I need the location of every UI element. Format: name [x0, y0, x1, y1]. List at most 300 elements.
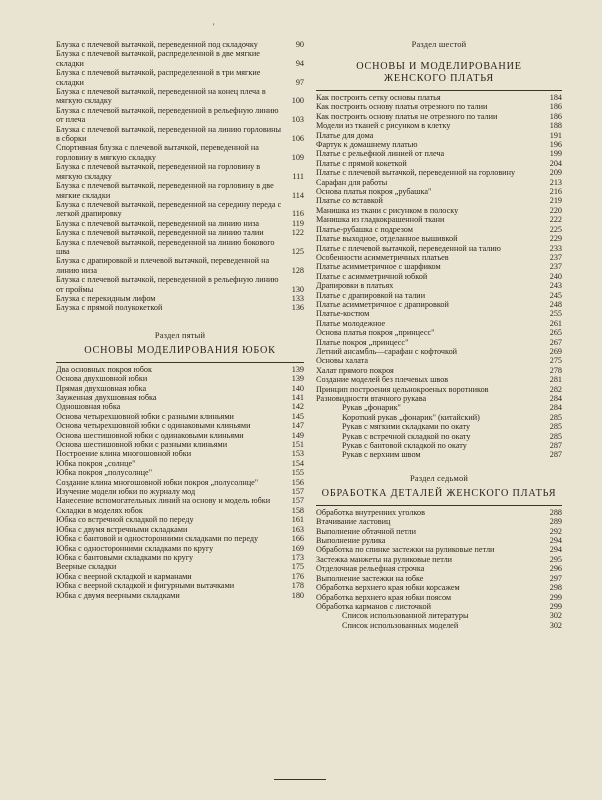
toc-entry-title: Изучение модели юбки по журналу мод [56, 487, 196, 497]
toc-entry-page: 114 [292, 190, 304, 200]
toc-entry-page: 294 [549, 536, 562, 546]
toc-entry-title: Платье с плечевой вытачкой, переведенной на талию [316, 243, 501, 253]
toc-entry-page: 282 [549, 384, 562, 394]
section-label: Раздел шестой [411, 40, 467, 49]
toc-entry-title: Юбка покроя „солнце" [56, 458, 136, 468]
toc-entry-title: Создание клина многошовной юбки покроя „полусолнце" [56, 477, 259, 487]
toc-entry-page: 237 [549, 252, 562, 262]
toc-entry-page: 100 [291, 96, 304, 106]
toc-entry [316, 338, 562, 347]
toc-entry [56, 143, 304, 162]
right-sub-entries [316, 403, 562, 459]
toc-entry-page: 255 [549, 309, 562, 319]
toc-entry-title: Обработка внутренних уголков [316, 507, 425, 517]
toc-entry-page: 140 [291, 383, 304, 393]
toc-entry-page: 191 [549, 130, 562, 140]
toc-entry [316, 517, 562, 526]
toc-entry-title: Платье с прямой кокеткой [316, 158, 407, 168]
toc-entry-page: 139 [291, 364, 304, 374]
toc-entry-page: 213 [549, 177, 562, 187]
toc-entry-title: Спортивная блузка с плечевой вытачкой, переведенной на горловину в мягкую складку [56, 143, 259, 162]
toc-entry-title: Рукав с бантовой складкой по окату [342, 441, 467, 451]
toc-entry-title: Блузка с плечевой вытачкой, переведенной на горловину в мягкую складку [56, 162, 261, 181]
toc-entry-page: 122 [291, 228, 304, 238]
toc-entry-title: Блузка с плечевой вытачкой, переведенной на конец плеча в мягкую складку [56, 87, 266, 106]
right-sub-entries-b [316, 611, 562, 630]
toc-entry [316, 206, 562, 215]
toc-entry-title: Юбка с веерной складкой и карманами [56, 571, 192, 581]
toc-entry [56, 365, 304, 374]
toc-entry-page: 225 [549, 224, 562, 234]
toc-entry-page: 302 [549, 611, 562, 621]
toc-entry-page: 184 [549, 93, 562, 102]
toc-entry [56, 200, 304, 219]
toc-entry [56, 449, 304, 458]
toc-entry-title: Модели из тканей с рисунком в клетку [316, 121, 451, 131]
toc-entry-title: Юбка со встречной складкой по переду [56, 515, 194, 525]
toc-entry [316, 450, 562, 459]
toc-entry-page: 103 [291, 115, 304, 125]
toc-entry [316, 112, 562, 121]
toc-entry [56, 219, 304, 228]
toc-entry-page: 284 [549, 394, 562, 403]
toc-entry-page: 245 [549, 290, 562, 300]
right-entries-a [316, 93, 562, 403]
toc-entry [316, 309, 562, 318]
toc-entry [56, 421, 304, 430]
toc-entry [316, 611, 562, 620]
toc-entry-page: 128 [291, 265, 304, 275]
toc-entry-page: 145 [291, 411, 304, 421]
toc-entry-title: Особенности асимметричных платьев [316, 252, 449, 262]
toc-entry [56, 459, 304, 468]
toc-entry-page: 216 [549, 187, 562, 197]
toc-entry [56, 553, 304, 562]
toc-entry-page: 299 [549, 601, 562, 611]
toc-entry-page: 287 [549, 450, 562, 460]
toc-entry-page: 288 [549, 507, 562, 517]
toc-entry-page: 292 [549, 526, 562, 536]
section-label: Раздел пятый [154, 330, 206, 340]
toc-entry-title: Юбка покроя „полусолнце" [56, 468, 153, 478]
toc-entry [56, 544, 304, 553]
toc-entry [56, 525, 304, 534]
toc-entry [316, 291, 562, 300]
toc-entry [56, 468, 304, 477]
toc-entry-page: 199 [549, 149, 562, 159]
toc-entry-title: Построение клина многошовной юбки [56, 449, 192, 459]
toc-entry-title: Как построить основу платья не отрезного по талии [316, 111, 498, 121]
toc-entry-title: Платье с плечевой вытачкой, переведенной на горловину [316, 168, 516, 178]
toc-entry-title: Рукав с верхним швом [342, 450, 421, 460]
toc-entry-page: 109 [291, 152, 304, 162]
toc-entry-title: Платье со вставкой [316, 196, 383, 206]
toc-entry-page: 248 [549, 299, 562, 309]
toc-entry [316, 102, 562, 111]
toc-entry-page: 237 [549, 262, 562, 272]
toc-entry-title: Складки в моделях юбок [56, 505, 143, 515]
toc-entry [316, 366, 562, 375]
toc-entry-title: Блузка с плечевой вытачкой, переведенной на линию бокового шва [56, 237, 275, 256]
toc-entry-title: Основа двухшовной юбки [56, 374, 148, 384]
toc-entry [316, 508, 562, 517]
toc-entry-title: Основа шестишовной юбки с разными клиньями [56, 440, 228, 450]
toc-entry-title: Рукав с встречной складкой по окату [342, 431, 471, 441]
toc-entry-title: Веерные складки [56, 562, 117, 572]
toc-entry [56, 572, 304, 581]
toc-entry-page: 178 [291, 581, 304, 591]
toc-entry [316, 422, 562, 431]
toc-entry-title: Блузка с перекидным лифом [56, 293, 156, 303]
toc-entry-title: Зауженная двухшовная юбка [56, 393, 157, 402]
toc-entry-page: 267 [549, 337, 562, 347]
toc-entry-title: Выполнение застежки на юбке [316, 573, 424, 583]
toc-entry-title: Блузка с драпировкой и плечевой вытачкой, переведенной на линию низа [56, 256, 270, 275]
toc-entry [56, 440, 304, 449]
toc-entry [56, 294, 304, 303]
toc-entry-page: 297 [549, 573, 562, 583]
toc-entry-page: 94 [295, 58, 304, 68]
toc-entry-page: 154 [291, 458, 304, 468]
toc-entry-page: 285 [549, 431, 562, 441]
toc-entry-page: 295 [549, 554, 562, 564]
toc-entry-title: Как построить основу платья отрезного по талии [316, 102, 488, 112]
toc-entry-page: 125 [291, 246, 304, 256]
toc-entry-page: 229 [549, 234, 562, 244]
toc-entry [316, 319, 562, 328]
toc-entry-title: Прямая двухшовная юбка [56, 383, 147, 393]
toc-entry-title: Платье асимметричное с драпировкой [316, 299, 449, 309]
toc-entry-title: Платье-костюм [316, 309, 370, 319]
toc-entry-page: 275 [549, 356, 562, 366]
toc-entry-page: 157 [291, 487, 304, 497]
toc-entry [316, 347, 562, 356]
toc-entry-title: Платье с драпировкой на талии [316, 290, 426, 300]
toc-entry-title: Обработка верхнего края юбки корсажем [316, 583, 460, 593]
toc-entry [316, 621, 562, 630]
toc-entry-title: Основы халата [316, 356, 368, 366]
toc-entry-title: Список использованных моделей [342, 620, 459, 630]
toc-entry-page: 139 [291, 374, 304, 384]
toc-entry-page: 261 [549, 318, 562, 328]
toc-entry [56, 581, 304, 590]
toc-entry-title: Манишка из гладкокрашенной ткани [316, 215, 445, 225]
toc-entry-title: Выполнение рулика [316, 536, 386, 546]
toc-entry-page: 176 [291, 571, 304, 581]
toc-entry-title: Создание моделей без плечевых швов [316, 375, 449, 385]
toc-entry-page: 133 [291, 293, 304, 303]
toc-entry-page: 156 [291, 477, 304, 487]
toc-entry [56, 534, 304, 543]
toc-entry-page: 119 [292, 218, 304, 228]
toc-entry-page: 278 [549, 365, 562, 375]
toc-entry-title: Блузка с плечевой вытачкой, переведенной на линию горловины в сборки [56, 124, 281, 144]
toc-entry [56, 162, 304, 181]
toc-entry [316, 281, 562, 290]
toc-entry-page: 106 [291, 134, 304, 144]
toc-entry [316, 602, 562, 611]
toc-entry-title: Обработка по спинке застежки на руликовые петли [316, 545, 495, 555]
toc-entry-page: 161 [291, 515, 304, 525]
toc-entry-title: Разновидности втачного рукава [316, 394, 427, 403]
right-entries-b [316, 508, 562, 611]
toc-entry-page: 111 [292, 171, 304, 181]
toc-entry-title: Платье для дома [316, 130, 374, 140]
toc-entry [316, 196, 562, 205]
toc-entry [316, 225, 562, 234]
left-entries-a [56, 40, 304, 313]
toc-entry [56, 515, 304, 524]
toc-entry-title: Халат прямого покроя [316, 365, 394, 375]
toc-entry-page: 186 [549, 111, 562, 121]
toc-entry [316, 149, 562, 158]
toc-entry [56, 181, 304, 200]
toc-entry-page: 180 [291, 590, 304, 600]
toc-entry-page: 142 [291, 402, 304, 412]
toc-entry-page: 158 [291, 505, 304, 515]
toc-entry-title: Платье выходное, отделанное вышивкой [316, 234, 458, 244]
toc-entry-title: Юбка с односторонними складками по кругу [56, 543, 214, 553]
toc-entry-title: Список использованной литературы [342, 611, 469, 621]
toc-entry-page: 186 [549, 102, 562, 112]
toc-entry-page: 220 [549, 205, 562, 215]
toc-entry-page: 169 [291, 543, 304, 553]
toc-entry-page: 90 [295, 40, 304, 49]
toc-entry-title: Втачивание ластовиц [316, 517, 391, 527]
right-column [316, 40, 562, 630]
toc-entry-page: 116 [292, 209, 304, 219]
toc-entry-page: 151 [291, 440, 304, 450]
toc-entry [316, 215, 562, 224]
toc-entry [316, 385, 562, 394]
toc-entry-page: 287 [549, 441, 562, 451]
toc-entry-title: Манишка из ткани с рисунком в полоску [316, 205, 459, 215]
toc-entry [316, 93, 562, 102]
section-title: ОСНОВЫ МОДЕЛИРОВАНИЯ ЮБОК [84, 344, 276, 356]
toc-entry [316, 168, 562, 177]
toc-entry [316, 375, 562, 384]
toc-entry-title: Блузка с плечевой вытачкой, переведенной на горловину в две мягкие складки [56, 181, 274, 200]
toc-entry-title: Выполнение обтачной петли [316, 526, 416, 536]
toc-entry [56, 238, 304, 257]
divider [316, 90, 562, 91]
toc-entry-page: 173 [291, 552, 304, 562]
toc-entry-page: 155 [291, 468, 304, 478]
toc-entry-title: Платье с асимметричной юбкой [316, 271, 428, 281]
toc-entry-page: 153 [291, 449, 304, 459]
toc-entry-title: Одношовная юбка [56, 402, 121, 412]
toc-entry [316, 555, 562, 564]
toc-entry-title: Драпировки в платьях [316, 281, 394, 291]
toc-entry [56, 402, 304, 411]
toc-entry [56, 228, 304, 237]
toc-entry-page: 269 [549, 346, 562, 356]
toc-entry [56, 49, 304, 68]
toc-entry [316, 545, 562, 554]
toc-entry-title: Основа четырехшовной юбки с разными клиньями [56, 411, 234, 421]
toc-entry [56, 68, 304, 87]
toc-entry [56, 87, 304, 106]
toc-entry-page: 188 [549, 121, 562, 131]
toc-entry-title: Платье с рельефной линией от плеча [316, 149, 445, 159]
toc-entry-page: 209 [549, 168, 562, 178]
toc-entry-page: 298 [549, 583, 562, 593]
toc-entry-page: 289 [549, 517, 562, 527]
toc-entry [316, 131, 562, 140]
toc-entry-title: Фартук к домашнему платью [316, 140, 418, 150]
toc-entry-title: Обработка карманов с листочкой [316, 601, 431, 611]
toc-entry [316, 413, 562, 422]
toc-entry-title: Юбка с двумя веерными складками [56, 590, 180, 600]
toc-entry-title: Основа шестишовной юбки с одинаковыми клиньями [56, 430, 244, 440]
toc-entry-title: Юбка с бантовыми складками по кругу [56, 552, 194, 562]
toc-entry [56, 496, 304, 505]
toc-entry [56, 106, 304, 125]
toc-entry-page: 204 [549, 158, 562, 168]
left-entries-b [56, 365, 304, 600]
toc-entry-title: Платье молодежное [316, 318, 386, 328]
toc-entry [316, 244, 562, 253]
toc-entry [316, 574, 562, 583]
toc-entry [56, 275, 304, 294]
toc-entry [56, 591, 304, 600]
toc-entry-title: Рукав „фонарик" [342, 403, 401, 413]
toc-entry [316, 300, 562, 309]
toc-entry [56, 303, 304, 312]
toc-entry [56, 125, 304, 144]
toc-entry [316, 272, 562, 281]
toc-entry-title: Блузка с плечевой вытачкой, переведенной на линию талии [56, 228, 264, 238]
toc-entry [316, 140, 562, 149]
top-mark: ' [213, 22, 215, 31]
toc-entry-page: 130 [291, 284, 304, 294]
toc-entry-title: Блузка с плечевой вытачкой, распределенной в две мягкие складки [56, 49, 260, 68]
toc-entry-page: 243 [549, 281, 562, 291]
toc-entry-page: 285 [549, 422, 562, 432]
toc-entry [316, 432, 562, 441]
toc-entry [56, 374, 304, 383]
toc-entry [316, 403, 562, 412]
toc-entry-title: Платье покроя „принцесс" [316, 337, 409, 347]
toc-entry-title: Блузка с плечевой вытачкой, переведенной на линию низа [56, 218, 260, 228]
toc-entry-page: 284 [549, 403, 562, 413]
toc-entry [56, 40, 304, 49]
toc-entry-page: 136 [291, 303, 304, 313]
toc-entry-title: Блузка с прямой полукокеткой [56, 303, 163, 313]
toc-entry-page: 163 [291, 524, 304, 534]
toc-entry-page: 141 [291, 393, 304, 402]
toc-entry [316, 178, 562, 187]
toc-entry-page: 265 [549, 328, 562, 338]
toc-entry-page: 219 [549, 196, 562, 206]
toc-entry [316, 262, 562, 271]
toc-entry-title: Юбка с бантовой и односторонними складками по переду [56, 534, 259, 544]
toc-entry-page: 281 [549, 375, 562, 385]
toc-entry [316, 394, 562, 403]
toc-entry [316, 253, 562, 262]
toc-entry-title: Юбка с двумя встречными складками [56, 524, 188, 534]
toc-entry-title: Блузка с плечевой вытачкой, распределенной в три мягкие складки [56, 68, 261, 87]
toc-entry-title: Принцип построения цельнокроеных воротников [316, 384, 489, 394]
toc-entry [316, 121, 562, 130]
divider [316, 505, 562, 506]
toc-entry-title: Застежка манжеты на руликовые петли [316, 554, 453, 564]
toc-entry-title: Блузка с плечевой вытачкой, переведенной в рельефную линию от проймы [56, 275, 279, 294]
toc-entry [56, 384, 304, 393]
section-title: ОСНОВЫ И МОДЕЛИРОВАНИЕ ЖЕНСКОГО ПЛАТЬЯ [356, 61, 522, 84]
toc-entry-page: 97 [295, 77, 304, 87]
toc-entry [316, 159, 562, 168]
toc-entry-title: Обработка верхнего края юбки поясом [316, 592, 452, 602]
toc-entry-page: 222 [549, 215, 562, 225]
toc-entry-title: Блузка с плечевой вытачкой, переведенной в рельефную линию от плеча [56, 105, 279, 125]
toc-entry-title: Рукав с мягкими складками по окату [342, 422, 471, 432]
toc-entry-page: 196 [549, 140, 562, 150]
toc-entry-title: Платье-рубашка с подрезом [316, 224, 413, 234]
toc-entry-title: Короткий рукав „фонарик" (китайский) [342, 412, 480, 422]
toc-entry-page: 302 [549, 620, 562, 630]
toc-entry-title: Как построить сетку основы платья [316, 93, 441, 102]
divider [56, 362, 304, 363]
toc-entry-page: 285 [549, 412, 562, 422]
toc-entry-title: Основа платья покроя „принцесс" [316, 328, 435, 338]
toc-entry [56, 562, 304, 571]
toc-entry-title: Платье асимметричное с шарфиком [316, 262, 441, 272]
toc-entry [56, 431, 304, 440]
toc-entry [316, 536, 562, 545]
toc-entry-page: 233 [549, 243, 562, 253]
section-label: Раздел седьмой [409, 473, 469, 483]
toc-entry-title: Основа платья покроя „рубашка" [316, 187, 432, 197]
toc-entry-title: Основа четырехшовной юбки с одинаковыми клиньями [56, 421, 251, 431]
toc-entry-title: Сарафан для работы [316, 177, 388, 187]
toc-entry-title: Отделочная рельефная строчка [316, 564, 425, 574]
toc-entry [56, 256, 304, 275]
toc-entry [56, 487, 304, 496]
toc-entry [316, 234, 562, 243]
toc-entry-title: Блузка с плечевой вытачкой, переведенной на середину переда с легкой драпировку [56, 199, 282, 219]
toc-entry-page: 166 [291, 534, 304, 544]
section-title: ОБРАБОТКА ДЕТАЛЕЙ ЖЕНСКОГО ПЛАТЬЯ [321, 487, 557, 499]
toc-entry-page: 294 [549, 545, 562, 555]
bottom-rule [274, 779, 326, 780]
toc-entry-title: Летний ансамбль—сарафан с кофточкой [316, 346, 458, 356]
toc-entry-page: 149 [291, 430, 304, 440]
toc-entry [56, 412, 304, 421]
toc-entry-title: Юбка с веерной складкой и фигурными вытачками [56, 581, 235, 591]
toc-entry [316, 441, 562, 450]
toc-entry [316, 328, 562, 337]
toc-entry [316, 593, 562, 602]
toc-entry [316, 356, 562, 365]
toc-entry [316, 527, 562, 536]
toc-entry [56, 393, 304, 402]
toc-entry [316, 564, 562, 573]
left-column [56, 40, 304, 600]
toc-entry [56, 506, 304, 515]
toc-entry-page: 157 [291, 496, 304, 506]
toc-entry [56, 478, 304, 487]
toc-entry-page: 147 [291, 421, 304, 431]
toc-entry-page: 240 [549, 271, 562, 281]
toc-entry-title: Блузка с плечевой вытачкой, переведенной под складочку [56, 40, 258, 49]
toc-entry-title: Нанесение вспомогательных линий на основу и модель юбки [56, 496, 271, 506]
toc-entry-page: 175 [291, 562, 304, 572]
toc-entry-page: 296 [549, 564, 562, 574]
toc-entry [316, 583, 562, 592]
toc-entry [316, 187, 562, 196]
toc-entry-page: 299 [549, 592, 562, 602]
